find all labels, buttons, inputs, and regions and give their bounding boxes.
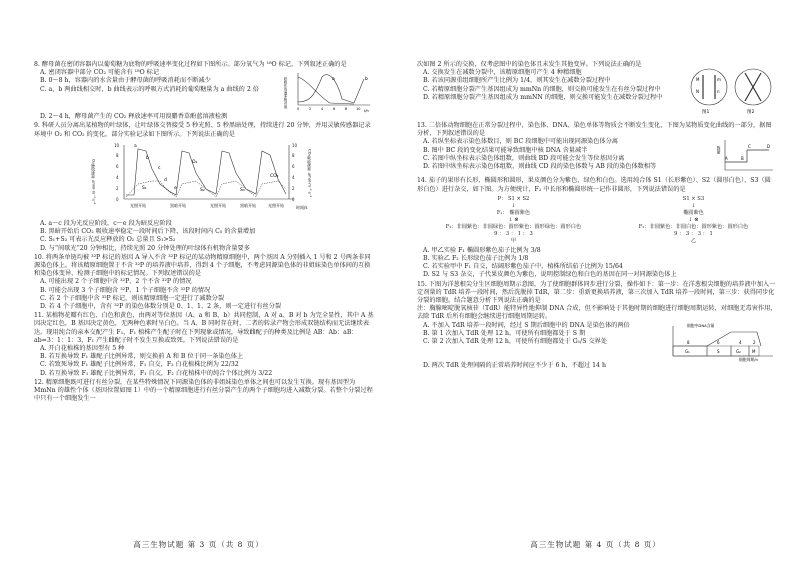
- q11-option-b: B. 若互换导致 F₁ 雄配子比例异常，则交换前 A 和 B 位于同一条染色体上: [40, 353, 244, 361]
- label-d: d: [164, 177, 167, 183]
- phase-label: 黑暗开始: [240, 202, 256, 208]
- phase-label: 光照开始: [268, 202, 284, 208]
- duration-label: 2: [753, 339, 756, 345]
- right-column: [417, 60, 777, 370]
- xtick: 2: [309, 107, 312, 112]
- question-12: [34, 379, 374, 404]
- o2-curve: [126, 149, 286, 195]
- ytick-right: 4: [292, 174, 295, 180]
- q15-option-a: A. 不加入 TdR 培养一段时间，经过 S 期后细胞中的 DNA 是染色体的两倍: [423, 321, 630, 329]
- q12-chromosome-figure: [687, 61, 777, 121]
- q14-stem: 14. 茄子的果形有长形、椭圆形和圆形，果皮颜色分为紫色、绿色和白色。选用纯合体 S1（长形紫色）、S2（圆形白色）、S3（圆形白色）进行杂交，如下图。为方便统计，F₂ 中长形和椭圆形统一记作非圆形，下列说法错误的是: [417, 177, 771, 193]
- ytick: 8: [116, 152, 119, 158]
- f2-ratio: 9 ： 3 ： 1 ： 3: [494, 230, 533, 237]
- right-page: [397, 0, 794, 562]
- question-12-continued: [417, 61, 777, 121]
- gene-label: m: [717, 77, 721, 82]
- q10-stem: 10. 将两条单链均被 ³²P 标记的基因 A 导入不含 ³²P 标记的某动物精原细胞中，两个基因 A 分别插入 1 号和 2 号两条非同源染色体上。将该精原细胞置于不含 ³²P 的培养液中培养，得到 4 个子细胞，不考虑同源染色体的非姐妹染色单体间的互换和染色体变异，检测子细胞中的标记情况。下列叙述错误的是: [34, 253, 371, 278]
- f1-phenotype: 椭圆紫色: [683, 209, 704, 216]
- ytick-right: 2: [292, 185, 295, 191]
- q8-stem: 8. 酵母菌在密闭容器内以葡萄糖为底物的呼吸速率变化过程如下图所示。部分氧气为 ¹⁸O 标记，下列叙述正确的是: [34, 61, 347, 68]
- ytick-right: 8: [292, 152, 295, 158]
- q9-option-c: C. S₁+S₃ 可表示光反应释放的 O₂ 总量且 S₁>S₂: [40, 236, 176, 244]
- label-b: b: [365, 77, 368, 83]
- point-label: B: [741, 156, 744, 162]
- gene-label: M: [696, 77, 700, 82]
- question-9: [34, 122, 374, 252]
- q14-option-a: A. 甲乙实验 F₁ 椭圆形紫色茄子比例为 3/8: [423, 246, 541, 254]
- cross-jia: P： S1 × S2 ↓ F₁： 椭圆紫色 ↓ ⊗ F₂：非圆紫色：非圆绿色：圆形紫色：圆形绿色：圆形白色 9 ： 3 ： 1 ： 3 甲: [445, 195, 582, 244]
- q9-stem: 9. 科研人员分离出某植物的叶绿体，让叶绿体交替接受 5 秒光照、5 秒黑暗处理，持续进行 20 分钟，并用灵敏传感器记录环境中 O₂ 和 CO₂ 的变化，部分实验记录如下图所示。下列说法正确的是: [34, 122, 371, 138]
- q14-option-b: B. 实验乙 F₂ 长形绿色茄子比例为 1/8: [423, 255, 529, 263]
- phase-label: 黑暗开始: [170, 202, 186, 208]
- question-15: [417, 281, 777, 370]
- gene-label: N: [696, 89, 699, 94]
- label-a: a: [134, 143, 137, 149]
- q10-option-d: D. 若 4 个子细胞中，含有 ³²P 的染色体数分别是 0、1、1、2 条，则一定进行有丝分裂: [40, 303, 282, 311]
- f1-label: F₁：: [496, 209, 508, 216]
- q10-option-c: C. 若 2 个子细胞中含 ³²P 标记，则该精原细胞一定进行了减数分裂: [40, 294, 225, 302]
- q9-xlabel: 时间/s: [296, 204, 308, 210]
- q15-title: 细胞中DNA含量: [687, 322, 715, 328]
- q14-option-d: D. S2 与 S3 杂交，子代果皮颜色为紫色，说明控制绿色和白色的基因在同一对同源染色体上: [423, 271, 677, 279]
- question-8: [34, 61, 374, 121]
- q13-step-chart: [717, 138, 777, 176]
- ytick: 4: [116, 174, 119, 180]
- q14-cross-diagrams: [417, 196, 777, 245]
- q15-cell-cycle-chart: [667, 322, 777, 362]
- q11-option-d: D. 若互换导致 F₁ 雄配子比例异常，F₁ 自交，F₂ 白花植株中的纯合个体比例为 3/22: [40, 369, 273, 377]
- q9-option-a: A. a～c 段为光反应阶段，c～e 段为暗反应阶段: [40, 220, 172, 228]
- xtick: 8: [345, 107, 348, 112]
- xtick: 4: [321, 107, 324, 112]
- question-11: [34, 312, 374, 378]
- q8-xlabel: t/h: [364, 109, 369, 114]
- right-footer: 高三生物试题 第 4 页（共 8 页）: [530, 540, 661, 549]
- label-e: e: [174, 185, 177, 191]
- point-label: D: [767, 144, 771, 150]
- f1-phenotype: 椭圆紫色: [509, 209, 531, 216]
- q8-option-b: B. 0～8 h，容器内的水含量由于酵母菌的呼吸消耗而不断减少: [40, 77, 211, 85]
- point-label: C: [748, 144, 751, 150]
- q12-option-c: C. 若精原细胞分裂产生基因组成为 mmNn 的细胞，则交换可能发生在有丝分裂过程中: [423, 85, 661, 93]
- q15-xlabel: 细胞周期/h: [739, 356, 758, 362]
- q13-option-c: C. 若图中纵坐标表示染色体组数，则曲线 BD 段可能会发生等位基因分离: [423, 154, 625, 162]
- question-14: [417, 177, 777, 279]
- q8-option-d: D. 2～4 h，酵母菌产生的 CO₂ 释放速率可用溴麝香草酚蓝溶液检测: [40, 113, 228, 121]
- q9-y-right-label: CO₂吸收速率 μmol·m⁻²·s⁻¹: [307, 148, 313, 198]
- label-s2: S₂: [200, 187, 205, 193]
- q15-option-d: D. 两次 TdR 处理间隔的正常培养时间应不少于 6 h，不超过 14 h: [423, 361, 606, 369]
- duration-label: 4: [739, 339, 742, 345]
- ytick: 0: [116, 196, 119, 202]
- fig1-label: 图1: [702, 110, 710, 115]
- duration-label: 8: [687, 339, 690, 345]
- q12-option-b: B. 若该同源重组细胞所产生比例为 1/4，则其发生在减数分裂过程中: [423, 77, 611, 85]
- left-column: [34, 60, 374, 403]
- q11-option-a: A. 开白花植株的基因型有 5 种: [40, 345, 125, 353]
- q15-option-b: B. 第 1 次加入 TdR 处理 12 h，可使所有细胞都处于 S 期: [423, 329, 586, 337]
- ytick-right: 0: [292, 196, 295, 202]
- label-b: b: [146, 155, 149, 161]
- cross-caption: 乙: [690, 237, 697, 244]
- q12-stem: 12. 精原细胞既可进行有丝分裂，在某些特殊情况下同源染色体的非姐妹染色单体之间也可以发生互换。现有基因型为 MmNn 的雄性个体（基因位置如图 1）中的一个精原细胞进行有丝分裂产生的两个子细胞均进入减数分裂。若整个分裂过程中只有一个细胞发生一: [34, 378, 373, 403]
- ytick: 10: [114, 142, 120, 148]
- q13-option-a: A. 若纵坐标表示染色体数目，则 BC 段细胞中可能出现同源染色体分离: [423, 138, 618, 146]
- cross-caption: 甲: [510, 237, 517, 244]
- duration-label: 6: [717, 339, 720, 345]
- q15-stem: 15. 下图为洋葱根尖分生区细胞周期示意图，为了使细胞群体同步进行分裂，操作如下：第一步：在洋葱根尖细胞的培养液中加入一定剂量的 TdR 培养一段时间，然后洗脱掉 TdR，第二步：重新更换培养液，第三次加入 TdR 培养一段时间，第三步：获得同步化分裂的细胞。结合题意分析下列说法正确的是: [417, 280, 776, 305]
- q12-stem-cont: 次如图 2 所示的交换，仅考虑图中的染色体且未发生其他变异。下列说法正确的是: [417, 61, 642, 68]
- q8-ylabel: 呼吸作用速率相对值: [284, 77, 288, 109]
- q13-option-b: B. 图中 BC 段的变化结果可能导致细胞中核 DNA 含量减半: [423, 146, 588, 154]
- q9-y-left-label: O₂释放速率 μmol·m⁻²·s⁻¹: [91, 158, 97, 205]
- q13-ylabel: 数量: [717, 146, 722, 155]
- ytick-right: 10: [292, 142, 298, 148]
- ytick-right: 6: [292, 163, 295, 169]
- q8-respiration-chart: [284, 69, 374, 113]
- left-footer: 高三生物试题 第 3 页（共 8 页）: [133, 540, 264, 549]
- parents: S1 × S3: [682, 195, 705, 202]
- label-a: a: [332, 77, 335, 83]
- q15-note: 注：胸腺嘧啶脱氧核苷（TdR）能特异性地抑制 DNA 合成，但不影响处于其他时期的细胞进行细胞周期运转，对细胞无毒害作用，去除 TdR 后所有细胞会继续进行细胞周期运转。: [417, 305, 777, 321]
- q15-option-c: C. 第 2 次加入 TdR 处理 12 h，可使所有细胞都处于 G₁/S 交界处: [423, 338, 608, 346]
- q10-option-b: B. 可能会出现 3 个子细胞含 ³²P、1 个子细胞不含 ³²P 的情况: [40, 286, 211, 294]
- phase-label: G₂: [736, 348, 741, 354]
- phase-label: 光照开始: [130, 202, 146, 208]
- q14-option-c: C. 若实验甲中 F₁ 自交，结阔形紫色茄子中，植株所结茄子比例为 15/64: [423, 263, 623, 271]
- q12-option-d: D. 若精原细胞分裂产生基因组成为 mmNN 的细胞，则交换可能发生在减数分裂过程中: [423, 93, 663, 101]
- point-label: A: [725, 156, 728, 162]
- q9-photosynthesis-chart: [34, 139, 374, 217]
- q8-option-c: C. a、b 两曲线相交时，b 曲线表示的呼吸方式消耗的葡萄糖量为 a 曲线的 2 倍: [40, 85, 259, 93]
- fig2-label: 图2: [747, 110, 755, 115]
- question-10: [34, 254, 374, 311]
- f2-line: F₂：非圆紫色：非圆绿色：圆形紫色：圆形绿色：圆形白色: [445, 223, 582, 230]
- parents: S1 × S2: [507, 195, 530, 202]
- label-s1: S₁: [142, 185, 147, 191]
- q11-option-c: C. 若致死导致 F₁ 雄配子比例异常，F₁ 自交，F₂ 白花植株比例为 22/32: [40, 361, 239, 369]
- ytick: 6: [116, 163, 119, 169]
- phase-label: 光照开始: [210, 202, 226, 208]
- f2-ratio: 9 ： 3 ： 3 ： 1: [674, 230, 713, 237]
- phase-label: M: [752, 348, 756, 354]
- q9-option-d: D. 与“间歇光”20 分钟相比，持续光照 20 分钟处理的叶绿体有机物含量要多: [40, 244, 250, 252]
- label-o2: O₂: [192, 159, 198, 165]
- xtick: 0: [297, 107, 300, 112]
- q10-option-a: A. 可能出现 2 个子细胞中含 ³²P、2 个不含 ³²P 的情况: [40, 278, 192, 286]
- q9-option-b: B. 黑暗开始后 CO₂ 吸收速率稳定一段时间后下降，该段时间内 C₅ 的含量增加: [40, 228, 256, 236]
- label-s3: S₃: [240, 187, 245, 193]
- f2-line: F₂：非圆紫色：非圆白色：圆形紫色：圆形白色: [638, 223, 749, 230]
- p-label: P：: [497, 195, 507, 202]
- ytick: 2: [116, 185, 119, 191]
- gene-label: n: [717, 89, 720, 94]
- q13-stem: 13. 二倍体动物细胞在正常分裂过程中，染色体、DNA、染色单体等物质会不断发生变化，下图为某物质变化曲线的一部分，据图分析，下列叙述错误的是: [417, 122, 772, 138]
- xtick: 6: [333, 107, 336, 112]
- q13-option-d: D. 若图中纵坐标表示染色体组数，则曲线 CD 段的染色体数与 AB 段的染色体数相等: [423, 163, 657, 171]
- question-13: [417, 122, 777, 176]
- cross-yi: S1 × S3 ↓ 椭圆紫色 ↓ ⊗ F₂：非圆紫色：非圆白色：圆形紫色：圆形白色 9 ： 3 ： 3 ： 1 乙: [638, 195, 749, 244]
- q12-option-a: A. 交换发生在减数分裂中，该精原细胞可产生 4 种精细胞: [423, 69, 582, 77]
- label-co2: CO₂: [270, 173, 279, 179]
- xtick: 10: [356, 107, 361, 112]
- curve-a: [298, 75, 354, 103]
- phase-label: S: [717, 348, 720, 354]
- q8-option-a: A. 密闭容器中部分 CO₂ 可能含有 ¹⁸O 标记: [40, 69, 160, 77]
- label-c: c: [158, 165, 161, 171]
- phase-label: G₁: [685, 348, 690, 354]
- q11-stem: 11. 某植物花瓣有红色、白色和黄色，由两对等位基因（A、a 和 B、b）共同控制，A 对 a、B 对 b 为完全显性，其中 A 基因决定红色，B 基因决定黄色，无两种色素时呈白色。当 A、B 同时存在时，二者的转录产物会形成双链结构而无法继续表达。现用纯合的亲本交配产生 F₁，F₁ 植株产生配子时在下列现象或情况，导致雌配子的种类及比例是 AB：Ab：aB：ab=3：1：1：3，F₁ 产生雌配子时不发生互换或致死。下列说法错误的是: [34, 312, 374, 344]
